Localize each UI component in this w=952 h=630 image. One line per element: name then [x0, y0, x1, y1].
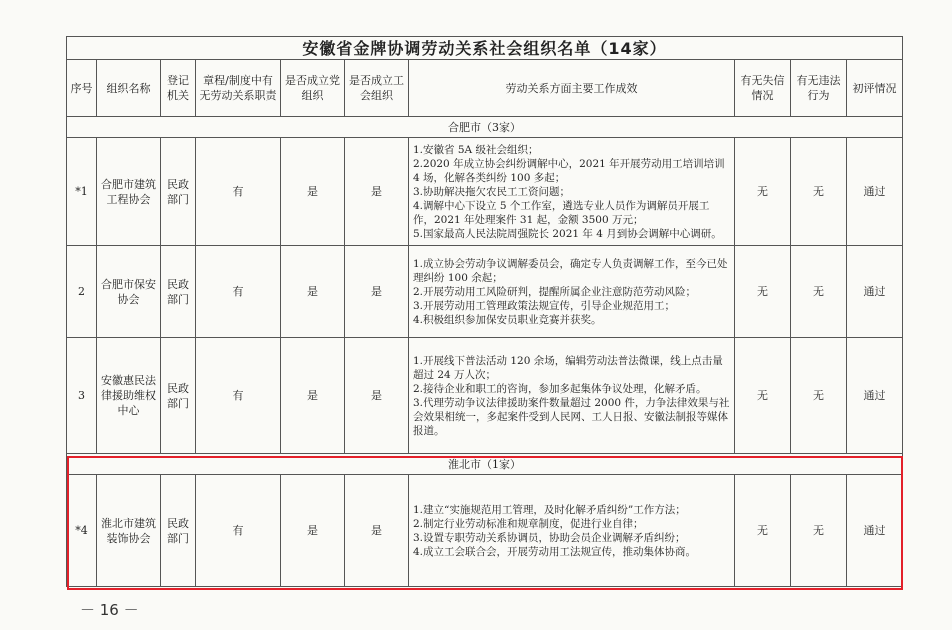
work-item: 2.接待企业和职工的咨询，参加多起集体争议处理，化解矛盾。	[413, 382, 707, 395]
work-item: 1.建立“实施规范用工管理，及时化解矛盾纠纷”工作方法；	[413, 503, 686, 516]
cell-union: 是	[345, 138, 409, 246]
header-review: 初评情况	[847, 60, 903, 117]
cell-review: 通过	[847, 475, 903, 587]
work-item: 1.安徽省 5A 级社会组织；	[413, 143, 539, 156]
cell-party: 是	[281, 475, 345, 587]
work-item: 4.积极组织参加保安员职业竞赛并获奖。	[413, 313, 602, 326]
cell-review: 通过	[847, 138, 903, 246]
cell-credit: 无	[735, 246, 791, 338]
work-item: 5.国家最高人民法院周强院长 2021 年 4 月到协会调解中心调研。	[413, 227, 722, 240]
cell-union: 是	[345, 338, 409, 454]
header-row	[67, 60, 903, 117]
work-item: 3.设置专职劳动关系协调员，协助会员企业调解矛盾纠纷；	[413, 531, 686, 544]
cell-charter: 有	[196, 138, 281, 246]
cell-seq: 2	[67, 246, 97, 338]
cell-agency: 民政部门	[161, 138, 196, 246]
cell-name: 合肥市建筑工程协会	[97, 138, 161, 246]
header-credit: 有无失信情况	[735, 60, 791, 117]
cell-review: 通过	[847, 246, 903, 338]
work-item: 2.2020 年成立协会纠纷调解中心，2021 年开展劳动用工培训培训4 场，化解各类纠纷 100 多起；	[413, 157, 725, 184]
work-item: 2.开展劳动用工风险研判，提醒所属企业注意防范劳动风险；	[413, 285, 697, 298]
cell-seq: *4	[67, 475, 97, 587]
cell-union: 是	[345, 475, 409, 587]
cell-violation: 无	[791, 246, 847, 338]
table-row	[67, 246, 903, 338]
cell-agency: 民政部门	[161, 338, 196, 454]
cell-credit: 无	[735, 475, 791, 587]
work-item: 4.成立工会联合会，开展劳动用工法规宣传，推动集体协商。	[413, 545, 697, 558]
cell-work	[409, 338, 735, 454]
city-group-row	[67, 454, 903, 475]
header-seq: 序号	[67, 60, 97, 117]
cell-union: 是	[345, 246, 409, 338]
cell-party: 是	[281, 138, 345, 246]
cell-name: 安徽惠民法律援助维权中心	[97, 338, 161, 454]
cell-party: 是	[281, 246, 345, 338]
cell-credit: 无	[735, 338, 791, 454]
cell-name: 淮北市建筑装饰协会	[97, 475, 161, 587]
work-item: 2.制定行业劳动标准和规章制度，促进行业自律；	[413, 517, 644, 530]
cell-review: 通过	[847, 338, 903, 454]
work-item: 1.成立协会劳动争议调解委员会，确定专人负责调解工作，至今已处理纠纷 100 余起；	[413, 257, 728, 284]
cell-work	[409, 475, 735, 587]
table-row	[67, 475, 903, 587]
header-work: 劳动关系方面主要工作成效	[409, 60, 735, 117]
header-party: 是否成立党组织	[281, 60, 345, 117]
cell-name: 合肥市保安协会	[97, 246, 161, 338]
header-union: 是否成立工会组织	[345, 60, 409, 117]
cell-work	[409, 138, 735, 246]
header-agency: 登记机关	[161, 60, 196, 117]
cell-seq: 3	[67, 338, 97, 454]
work-item: 3.代理劳动争议法律援助案件数量超过 2000 件，力争法律效果与社会效果相统一，多起案件受到人民网、工人日报、安徽法制报等媒体报道。	[413, 396, 730, 437]
table-title: 安徽省金牌协调劳动关系社会组织名单（14家）	[67, 37, 903, 60]
document-sheet	[66, 36, 902, 587]
work-item: 4.调解中心下设立 5 个工作室，遴选专业人员作为调解员开展工作，2021 年处理案件 31 起，金额 3500 万元；	[413, 199, 710, 226]
cell-violation: 无	[791, 338, 847, 454]
cell-seq: *1	[67, 138, 97, 246]
cell-work	[409, 246, 735, 338]
city-group-label: 淮北市（1家）	[67, 454, 903, 475]
city-group-row	[67, 117, 903, 138]
page-number: － 16 －	[80, 601, 139, 619]
cell-violation: 无	[791, 475, 847, 587]
cell-credit: 无	[735, 138, 791, 246]
table-row	[67, 138, 903, 246]
cell-agency: 民政部门	[161, 475, 196, 587]
header-name: 组织名称	[97, 60, 161, 117]
cell-charter: 有	[196, 475, 281, 587]
cell-agency: 民政部门	[161, 246, 196, 338]
header-charter: 章程/制度中有无劳动关系职责	[196, 60, 281, 117]
organization-table	[66, 36, 903, 587]
header-violation: 有无违法行为	[791, 60, 847, 117]
cell-violation: 无	[791, 138, 847, 246]
cell-charter: 有	[196, 338, 281, 454]
work-item: 3.开展劳动用工管理政策法规宣传，引导企业规范用工；	[413, 299, 676, 312]
work-item: 1.开展线下普法活动 120 余场，编辑劳动法普法微课，线上点击量超过 24 万人次；	[413, 354, 723, 381]
city-group-label: 合肥市（3家）	[67, 117, 903, 138]
table-row	[67, 338, 903, 454]
work-item: 3.协助解决拖欠农民工工资问题；	[413, 185, 571, 198]
cell-charter: 有	[196, 246, 281, 338]
cell-party: 是	[281, 338, 345, 454]
